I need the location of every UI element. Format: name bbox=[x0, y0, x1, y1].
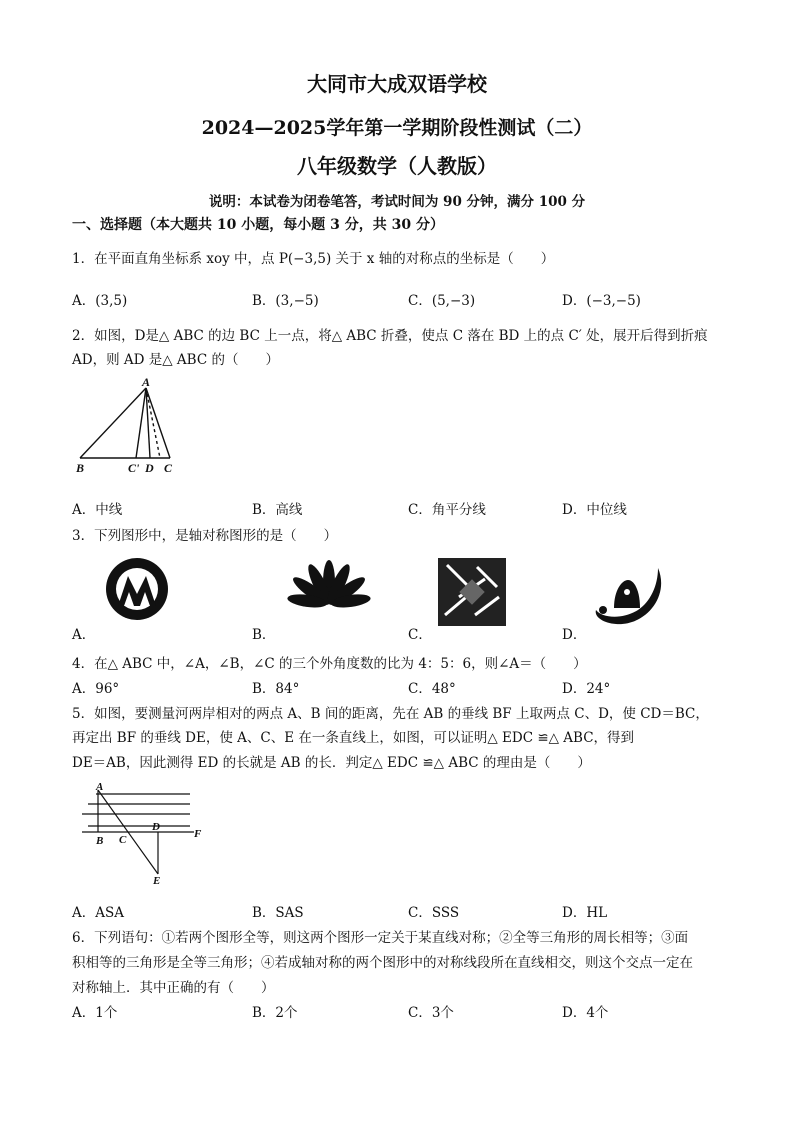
exam-note: 说明：本试卷为闭卷笔答，考试时间为 90 分钟，满分 100 分 bbox=[208, 194, 586, 210]
question-3-text: 3．下列图形中，是轴对称图形的是（ ） bbox=[72, 528, 338, 544]
q2-triangle-figure bbox=[74, 376, 184, 476]
q5-option-c: C．SSS bbox=[408, 905, 460, 921]
q5-label-a: A bbox=[96, 781, 104, 793]
q5-label-b: B bbox=[96, 835, 104, 847]
question-6-line3: 对称轴上．其中正确的有（ ） bbox=[72, 980, 275, 996]
q5-label-f: F bbox=[194, 828, 202, 840]
question-6-line2: 积相等的三角形是全等三角形；④若成轴对称的两个图形中的对称线段所在直线相交，则这个交点一定在 bbox=[72, 955, 693, 971]
q4-option-d: D．24° bbox=[562, 681, 611, 697]
petal-logo-icon bbox=[286, 560, 372, 628]
q1-option-d: D．(−3,−5) bbox=[562, 293, 641, 309]
q5-label-c: C bbox=[119, 834, 127, 846]
swirl-bell-icon bbox=[588, 560, 668, 630]
exam-title: 2024—2025学年第一学期阶段性测试（二） bbox=[201, 117, 593, 139]
q3-option-d: D． bbox=[562, 627, 587, 643]
q5-option-d: D．HL bbox=[562, 905, 608, 921]
school-name: 大同市大成双语学校 bbox=[307, 72, 487, 96]
q1-option-b: B．(3,−5) bbox=[252, 293, 319, 309]
section-heading: 一、选择题（本大题共 10 小题，每小题 3 分，共 30 分） bbox=[72, 217, 444, 233]
q2-label-a: A bbox=[142, 376, 151, 389]
q3-option-c: C． bbox=[408, 627, 432, 643]
q3-option-b: B． bbox=[252, 627, 276, 643]
q4-option-a: A．96° bbox=[72, 681, 120, 697]
question-6-line1: 6．下列语句：①若两个图形全等，则这两个图形一定关于某直线对称；②全等三角形的周长相等；③面 bbox=[72, 930, 689, 946]
question-1-text: 1．在平面直角坐标系 xoy 中，点 P(−3,5) 关于 x 轴的对称点的坐标是（ ） bbox=[72, 251, 555, 267]
q5-option-a: A．ASA bbox=[72, 905, 124, 921]
q5-river-figure bbox=[78, 780, 208, 890]
question-2-line1: 2．如图，D是△ ABC 的边 BC 上一点，将△ ABC 折叠，使点 C 落在 BD 上的点 C′ 处，展开后得到折痕 bbox=[72, 328, 708, 344]
question-4-text: 4．在△ ABC 中，∠A，∠B，∠C 的三个外角度数的比为 4：5：6，则∠A＝（ ） bbox=[72, 656, 587, 672]
question-2-line2: AD，则 AD 是△ ABC 的（ ） bbox=[72, 352, 279, 368]
q6-option-b: B．2个 bbox=[252, 1005, 298, 1021]
q6-option-a: A．1个 bbox=[72, 1005, 118, 1021]
q1-option-c: C．(5,−3) bbox=[408, 293, 476, 309]
q4-option-b: B．84° bbox=[252, 681, 300, 697]
q2-option-a: A．中线 bbox=[72, 502, 123, 518]
q2-label-c: C bbox=[164, 461, 173, 475]
question-5-line2: 再定出 BF 的垂线 DE，使 A、C、E 在一条直线上，如图，可以证明△ EDC ≌△ ABC，得到 bbox=[72, 730, 635, 746]
q2-option-d: D．中位线 bbox=[562, 502, 627, 518]
q6-option-d: D．4个 bbox=[562, 1005, 609, 1021]
square-seal-icon bbox=[437, 557, 507, 627]
q3-option-a: A． bbox=[72, 627, 96, 643]
q5-label-d: D bbox=[152, 821, 160, 833]
q2-label-d: D bbox=[145, 461, 154, 475]
question-5-line1: 5．如图，要测量河两岸相对的两点 A、B 间的距离，先在 AB 的垂线 BF 上取两点 C、D，使 CD＝BC， bbox=[72, 706, 709, 722]
subject-title: 八年级数学（人教版） bbox=[297, 154, 497, 178]
question-5-line3: DE＝AB，因此测得 ED 的长就是 AB 的长．判定△ EDC ≌△ ABC 的理由是（ ） bbox=[72, 755, 591, 771]
q6-option-c: C．3个 bbox=[408, 1005, 454, 1021]
q1-option-a: A．(3,5) bbox=[72, 293, 128, 309]
q2-label-b: B bbox=[76, 461, 85, 475]
q5-option-b: B．SAS bbox=[252, 905, 304, 921]
q2-option-b: B．高线 bbox=[252, 502, 303, 518]
q4-option-c: C．48° bbox=[408, 681, 456, 697]
metro-logo-icon bbox=[104, 556, 170, 622]
q2-option-c: C．角平分线 bbox=[408, 502, 486, 518]
q2-label-c-prime: C' bbox=[128, 461, 140, 475]
q5-label-e: E bbox=[153, 875, 161, 887]
